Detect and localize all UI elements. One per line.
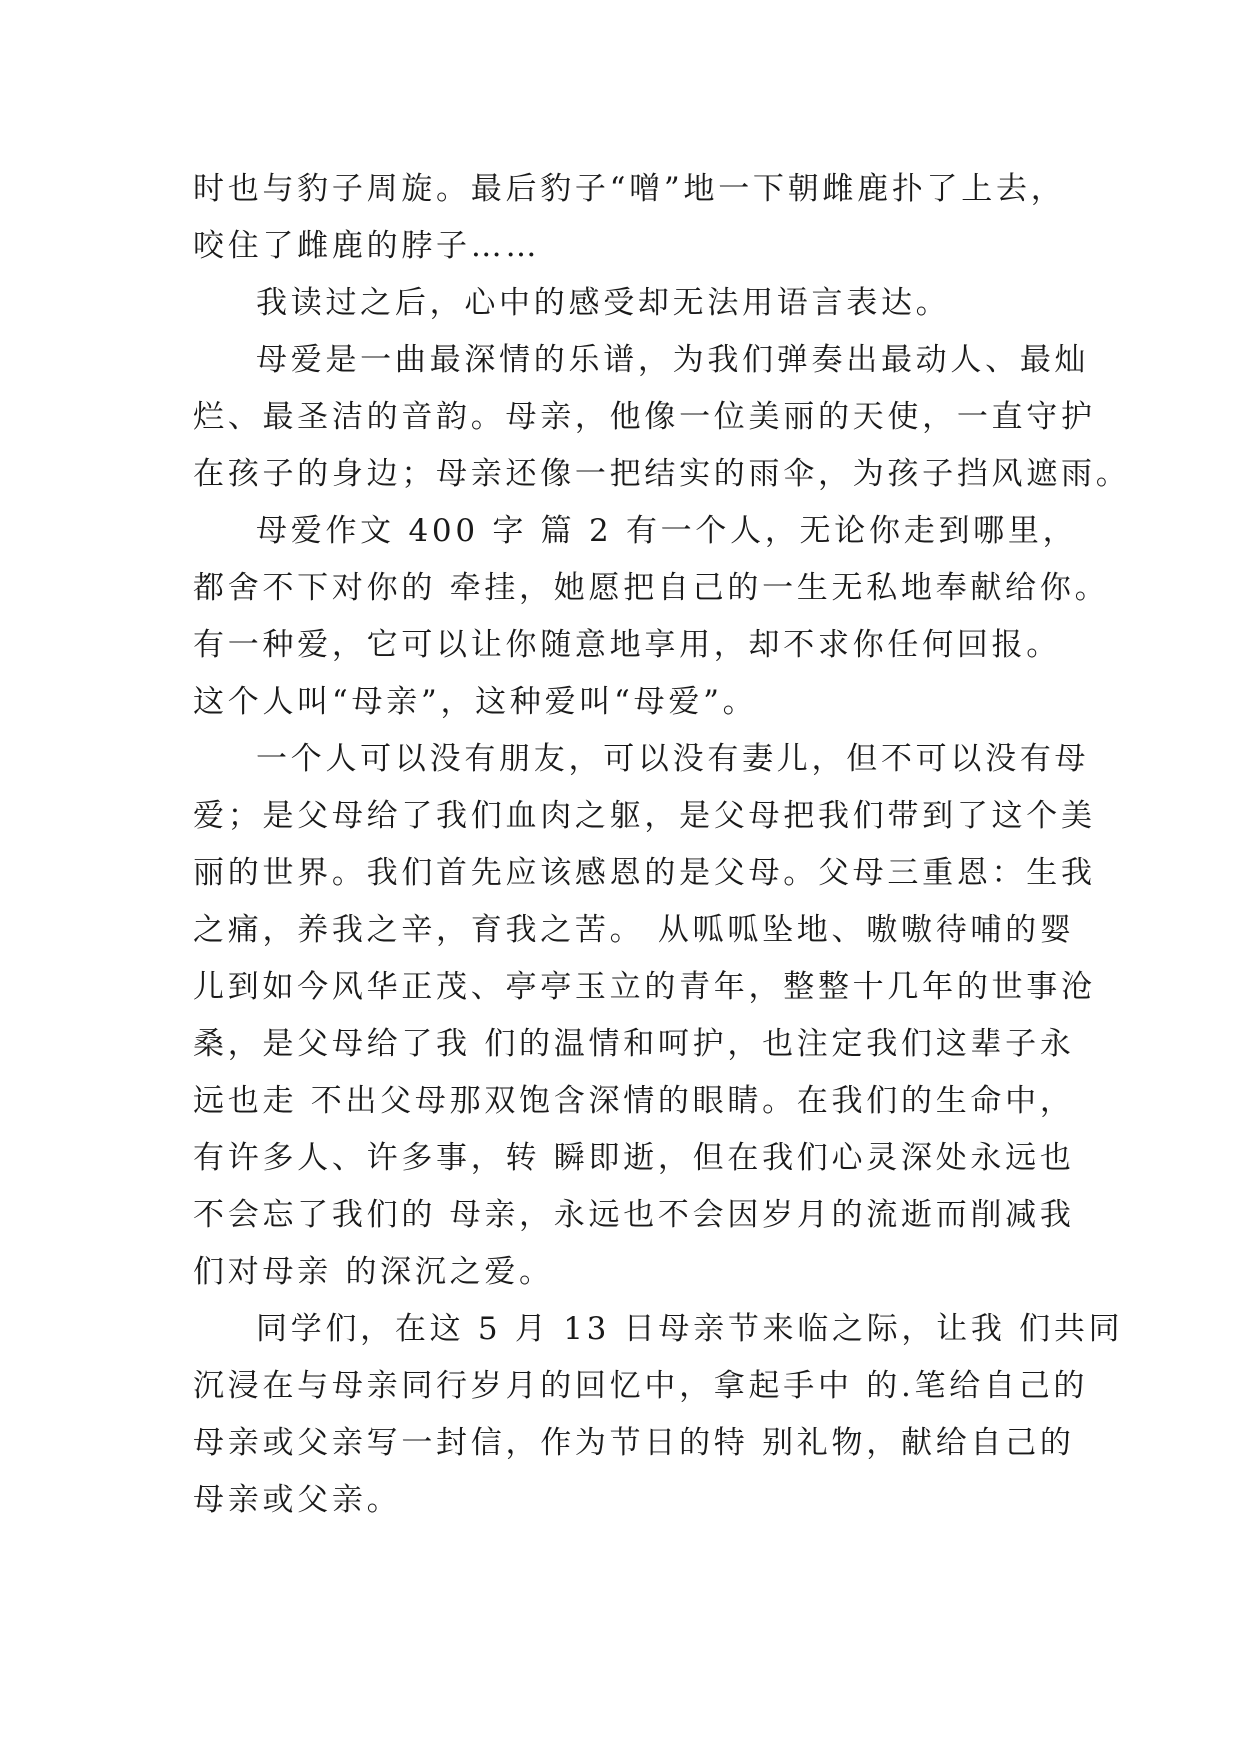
text-line: 烂、最圣洁的音韵。母亲，他像一位美丽的天使，一直守护 — [193, 399, 1096, 435]
text-line: 桑，是父母给了我 们的温情和呵护，也注定我们这辈子永 — [193, 1026, 1075, 1062]
text-line: 母爱作文 400 字 篇 2 有一个人，无论你走到哪里， — [256, 513, 1078, 549]
text-line: 时也与豹子周旋。最后豹子“噌”地一下朝雌鹿扑了上去， — [193, 171, 1066, 207]
text-line: 这个人叫“母亲”，这种爱叫“母爱”。 — [193, 684, 758, 720]
text-line: 儿到如今风华正茂、亭亭玉立的青年，整整十几年的世事沧 — [193, 969, 1096, 1005]
text-line: 们对母亲 的深沉之爱。 — [193, 1254, 554, 1290]
text-line: 有一种爱，它可以让你随意地享用，却不求你任何回报。 — [193, 627, 1061, 663]
text-line: 都舍不下对你的 牵挂，她愿把自己的一生无私地奉献给你。 — [193, 570, 1110, 606]
text-line: 沉浸在与母亲同行岁月的回忆中，拿起手中 的.笔给自己的 — [193, 1368, 1089, 1404]
text-line: 一个人可以没有朋友，可以没有妻儿，但不可以没有母 — [256, 741, 1090, 777]
text-line: 丽的世界。我们首先应该感恩的是父母。父母三重恩：生我 — [193, 855, 1096, 891]
text-line: 同学们，在这 5 月 13 日母亲节来临之际，让我 们共同 — [256, 1311, 1124, 1347]
text-line: 远也走 不出父母那双饱含深情的眼睛。在我们的生命中， — [193, 1083, 1075, 1119]
text-line: 有许多人、许多事，转 瞬即逝，但在我们心灵深处永远也 — [193, 1140, 1075, 1176]
text-line: 母亲或父亲。 — [193, 1482, 402, 1518]
text-line: 咬住了雌鹿的脖子…… — [193, 228, 541, 264]
text-line: 我读过之后，心中的感受却无法用语言表达。 — [256, 285, 951, 321]
text-line: 母爱是一曲最深情的乐谱，为我们弹奏出最动人、最灿 — [256, 342, 1090, 378]
text-line: 在孩子的身边；母亲还像一把结实的雨伞，为孩子挡风遮雨。 — [193, 456, 1131, 492]
text-line: 爱；是父母给了我们血肉之躯，是父母把我们带到了这个美 — [193, 798, 1096, 834]
text-line: 不会忘了我们的 母亲，永远也不会因岁月的流逝而削减我 — [193, 1197, 1075, 1233]
text-line: 之痛，养我之辛，育我之苦。 从呱呱坠地、嗷嗷待哺的婴 — [193, 912, 1075, 948]
text-line: 母亲或父亲写一封信，作为节日的特 别礼物，献给自己的 — [193, 1425, 1075, 1461]
